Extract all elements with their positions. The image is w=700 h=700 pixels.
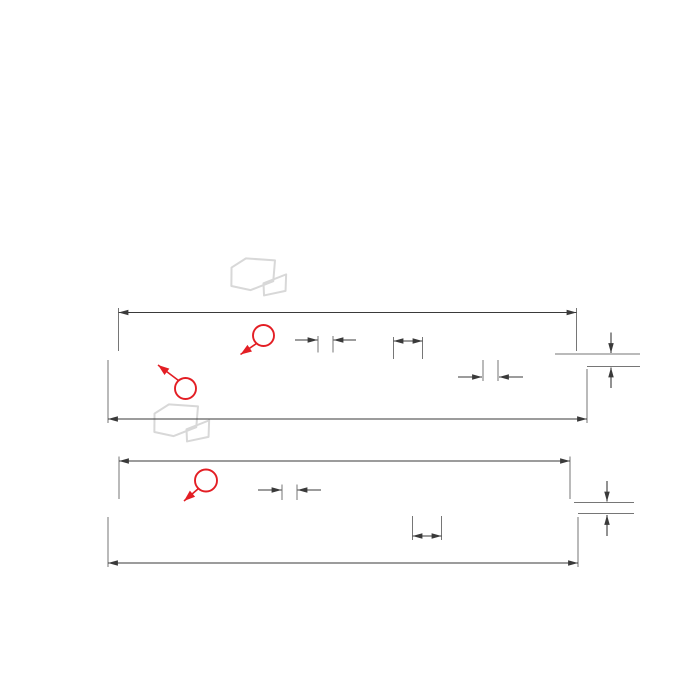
extension-lines-r (108, 457, 634, 568)
watermark-group-2 (149, 397, 212, 448)
callout-leader-b (241, 344, 257, 355)
callout-leader-a (158, 365, 179, 381)
callout-leader-r (184, 489, 199, 502)
callout-circle-b (253, 325, 274, 346)
metall-profil-logo-icon (149, 397, 212, 448)
cross-section-r (108, 457, 634, 568)
watermark-group-1 (226, 251, 289, 302)
metall-profil-logo-icon (226, 251, 289, 302)
callout-circle-r (195, 470, 217, 492)
callout-circle-a (175, 378, 196, 399)
